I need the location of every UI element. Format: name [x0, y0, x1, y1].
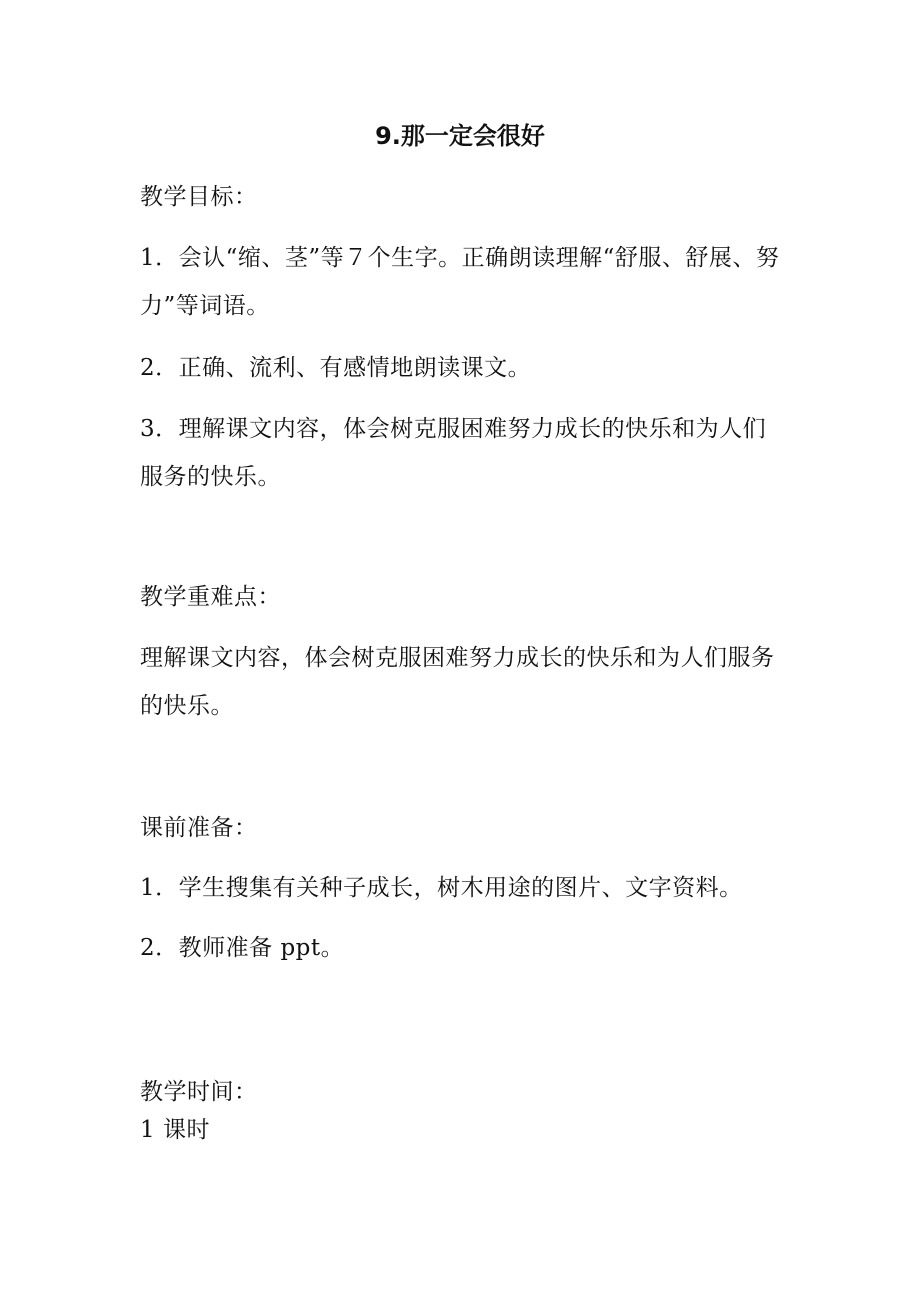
objective-item-3: 3．理解课文内容，体会树克服困难努力成长的快乐和为人们服务的快乐。 — [140, 416, 767, 490]
key-points-text: 理解课文内容，体会树克服困难努力成长的快乐和为人们服务的快乐。 — [140, 645, 775, 719]
key-points-heading: 教学重难点： — [140, 584, 281, 610]
preparation-item-2: 2．教师准备 ppt。 — [140, 935, 345, 961]
preparation-heading: 课前准备： — [140, 815, 258, 841]
objective-item-1: 1．会认“缩、茎”等７个生字。正确朗读理解“舒服、舒展、努力”等词语。 — [140, 245, 780, 319]
time-text: 1 课时 — [140, 1117, 210, 1143]
preparation-item-1: 1．学生搜集有关种子成长，树木用途的图片、文字资料。 — [140, 875, 743, 901]
objective-item-2: 2．正确、流利、有感情地朗读课文。 — [140, 355, 532, 381]
time-heading: 教学时间： — [140, 1079, 258, 1105]
objectives-heading: 教学目标： — [140, 184, 258, 210]
document-title: 9.那一定会很好 — [375, 122, 545, 150]
